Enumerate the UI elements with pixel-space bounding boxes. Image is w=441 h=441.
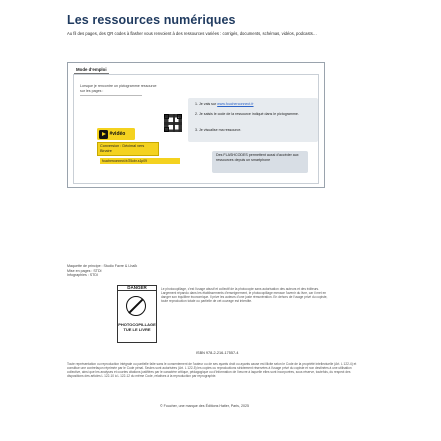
divider [80,95,142,96]
left-note-text-2: sur les pages : [80,88,104,93]
mode-emploi-label: Mode d'emploi [76,67,107,72]
left-note-text: Lorsque je rencontre un pictogramme ressource [80,84,157,88]
photocopillage-text: Le photocopillage, c'est l'usage abusif et collectif de la photocopie sans autorisation des auteurs et des éditeurs. Largement répandu dans les établissements d'enseignement, le photocopillage menace l'avenir du livre, car il met en danger son équilibre économique. Il prive les auteurs d'une juste rémunération. En dehors de l'usage privé du copiste, toute reproduction totale ou partielle de cet ouvrage est interdite. [161,287,328,303]
step-1-text: 1. Je vais sur [195,102,218,106]
credits [67,264,137,278]
step-2: 2. Je saisis le code de la ressource indiqué dans le pictogramme. [195,112,299,116]
no-copy-icon [126,296,146,316]
copyright: © Foucher, une marque des Éditions Hatier, Paris, 2025 [160,404,249,408]
credit-line: Mise en pages : STDI [67,268,102,273]
legal-notice: Toute représentation ou reproduction intégrale ou partielle faite sans le consentement de l'auteur ou de ses ayants droit ou ayants cause est illicite selon le Code de la propriété intellectuelle (Art. L 122-4) et constitue une contrefaçon réprimée par le Code pénal. Seules sont autorisées (Art. L 122-5) les copies ou reproductions strictement réservées à l'usage privé du copiste et non destinées à une utilisation collective, ainsi que les analyses et courtes citations justifiées par le caractère critique, pédagogique ou d'information de l'œuvre à laquelle elles sont incorporées, sous réserve, toutefois, du respect des dispositions des articles L 122-10 à L 122-12 du même Code, relatives à la reproduction par reprographie. [67,362,357,378]
qr-pattern [164,114,182,132]
left-note [80,84,158,96]
video-badge-label: #vidéo [109,131,126,137]
credit-line: Maquette de principe : Studio Favre & Lhaïk [67,264,138,268]
video-badge[interactable] [97,128,135,140]
resource-url[interactable]: foucherconnect.fr/25obr-s1p09 [100,158,180,164]
step-3: 3. Je visualise ma ressource. [195,128,242,132]
step-1 [195,102,254,107]
play-icon [99,130,108,139]
foucherconnect-link[interactable]: www.foucherconnect.fr [217,102,254,106]
intro-text: Au fil des pages, des QR codes à flasher vous renvoient à des ressources variées : corrigés, documents, schémas, vidéos, podcasts… [67,31,317,36]
credit-line: Infographies : STDI [67,273,98,278]
flashcode-callout: Des FLASHCODES permettent aussi d'accéder aux ressources depuis un smartphone [212,151,308,173]
photocopillage-caption: PHOTOCOPILLAGE TUE LE LIVRE [118,322,156,332]
isbn: ISBN 978-2-216-17557-4 [196,351,239,355]
video-subtitle: Conversion : Décimal vers Binaire [97,142,159,156]
page-title: Les ressources numériques [67,13,236,27]
danger-heading: DANGER [117,285,157,291]
